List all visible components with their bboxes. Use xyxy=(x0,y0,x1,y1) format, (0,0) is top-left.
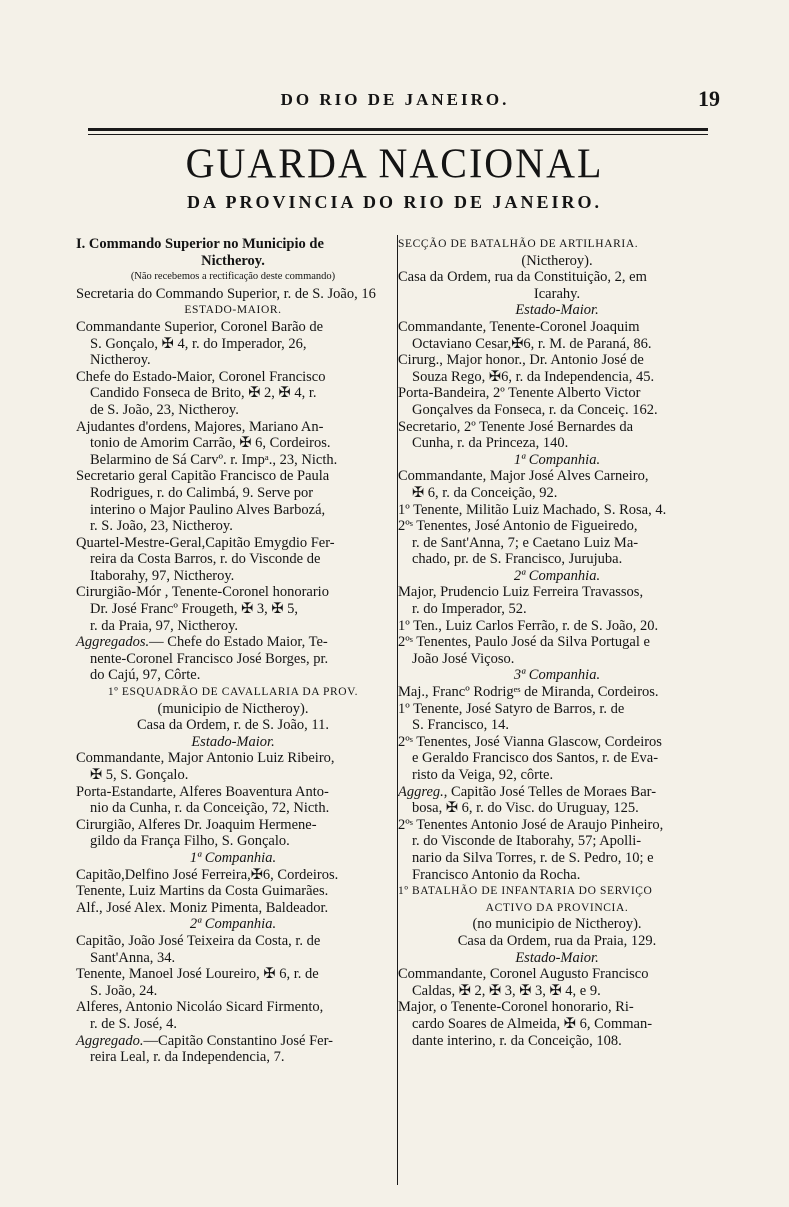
text-line: 1ª Companhia. xyxy=(513,451,601,468)
text-line: reira Leal, r. da Independencia, 7. xyxy=(90,1049,285,1066)
text-line: S. Francisco, 14. xyxy=(412,717,510,734)
text-line: Caldas, ✠ 2, ✠ 3, ✠ 3, ✠ 4, e 9. xyxy=(412,982,601,999)
text-line: 1º Tenente, José Satyro de Barros, r. de xyxy=(398,700,625,717)
text-line: João José Viçoso. xyxy=(412,650,515,667)
header-rule xyxy=(88,128,708,131)
text-line: 1º ESQUADRÃO DE CAVALLARIA DA PROV. xyxy=(107,686,359,699)
text-line: Commandante, Major José Alves Carneiro, xyxy=(398,468,649,485)
text-line: de S. João, 23, Nictheroy. xyxy=(90,401,239,418)
text-line: Octaviano Cesar,✠6, r. M. de Paraná, 86. xyxy=(412,335,652,352)
text-line: Aggregados.— Chefe do Estado Maior, Te- xyxy=(76,634,328,651)
text-line: Nictheroy. xyxy=(201,252,265,269)
text-line: r. da Praia, 97, Nictheroy. xyxy=(90,617,239,634)
text-line: Major, o Tenente-Coronel honorario, Ri- xyxy=(398,999,634,1016)
text-line: Commandante Superior, Coronel Barão de xyxy=(76,318,324,335)
text-line: 2ºˢ Tenentes, José Antonio de Figueiredo, xyxy=(398,518,638,535)
text-line: Casa da Ordem, rua da Constituição, 2, em xyxy=(398,269,647,286)
text-line: ACTIVO DA PROVINCIA. xyxy=(485,901,629,914)
text-line: Francisco Antonio da Rocha. xyxy=(412,866,581,883)
page-header xyxy=(70,86,720,118)
text-line: Commandante, Major Antonio Luiz Ribeiro, xyxy=(76,750,335,767)
text-line: S. João, 24. xyxy=(90,982,158,999)
text-line: Sant'Anna, 34. xyxy=(90,949,176,966)
text-line: Casa da Ordem, rua da Praia, 129. xyxy=(457,932,657,949)
text-line: nario da Silva Torres, r. de S. Pedro, 10; e xyxy=(412,849,654,866)
text-line: Alferes, Antonio Nicoláo Sicard Firmento, xyxy=(76,999,324,1016)
text-line: 3ª Companhia. xyxy=(513,667,601,684)
text-line: 2ºˢ Tenentes Antonio José de Araujo Pinheiro, xyxy=(398,816,664,833)
text-line: Capitão,Delfino José Ferreira,✠6, Cordeiros. xyxy=(76,866,339,883)
text-line: Nictheroy. xyxy=(90,352,151,369)
text-line: (Nictheroy). xyxy=(521,252,593,269)
text-line: dante interino, r. da Conceição, 108. xyxy=(412,1032,622,1049)
text-line: nio da Cunha, r. da Conceição, 72, Nicth. xyxy=(90,800,330,817)
text-line: (no municipio de Nictheroy). xyxy=(472,916,642,933)
running-head: DO RIO DE JANEIRO. xyxy=(280,90,510,109)
left-column xyxy=(76,236,390,1066)
text-line: 2ºˢ Tenentes, Paulo José da Silva Portugal e xyxy=(398,634,650,651)
right-column xyxy=(398,236,716,1049)
text-line: Cirurg., Major honor., Dr. Antonio José de xyxy=(398,352,644,369)
text-line: Cirurgião-Mór , Tenente-Coronel honorario xyxy=(76,584,329,601)
text-line: Icarahy. xyxy=(533,285,581,302)
text-line: Itaborahy, 97, Nictheroy. xyxy=(90,567,235,584)
text-line: Secretario, 2º Tenente José Bernardes da xyxy=(398,418,634,435)
text-line: 1º Ten., Luiz Carlos Ferrão, r. de S. João, 20. xyxy=(398,617,659,634)
text-line: Rodrigues, r. do Calimbá, 9. Serve por xyxy=(90,484,314,501)
text-line: 1ª Companhia. xyxy=(189,849,277,866)
text-line: Porta-Estandarte, Alferes Boaventura Anto- xyxy=(76,783,329,800)
text-line: Secretaria do Commando Superior, r. de S. João, 16 xyxy=(76,285,376,302)
text-line: Chefe do Estado-Maior, Coronel Francisco xyxy=(76,368,326,385)
text-line: I. Commando Superior no Municipio de xyxy=(76,236,324,252)
text-line: r. do Visconde de Itaborahy, 57; Apolli- xyxy=(412,833,642,850)
text-line: 2ºˢ Tenentes, José Vianna Glascow, Cordeiros xyxy=(398,733,662,750)
text-line: Aggreg., Capitão José Telles de Moraes Bar- xyxy=(398,783,657,800)
text-line: reira da Costa Barros, r. do Visconde de xyxy=(90,551,321,568)
text-line: 1º BATALHÃO DE INFANTARIA DO SERVIÇO xyxy=(398,885,653,898)
text-line: Commandante, Coronel Augusto Francisco xyxy=(398,966,649,983)
page-title: GUARDA NACIONAL xyxy=(185,139,604,188)
text-line: SECÇÃO DE BATALHÃO DE ARTILHARIA. xyxy=(398,238,639,250)
text-line: bosa, ✠ 6, r. do Visc. do Uruguay, 125. xyxy=(412,800,639,817)
text-line: nente-Coronel Francisco José Borges, pr. xyxy=(90,650,329,667)
text-line: Estado-Maior. xyxy=(515,949,599,966)
text-line: Estado-Maior. xyxy=(515,302,599,319)
text-line: Cirurgião, Alferes Dr. Joaquim Hermene- xyxy=(76,816,317,833)
text-line: r. de Sant'Anna, 7; e Caetano Luiz Ma- xyxy=(412,534,639,551)
text-line: Capitão, João José Teixeira da Costa, r. de xyxy=(76,932,321,949)
page-subtitle: DA PROVINCIA DO RIO DE JANEIRO. xyxy=(186,192,603,212)
text-line: Maj., Francº Rodrigᵉˢ de Miranda, Cordeiros. xyxy=(398,684,659,701)
header-rule-thin xyxy=(88,134,708,135)
text-line: e Geraldo Francisco dos Santos, r. de Eva- xyxy=(412,750,659,767)
text-line: Alf., José Alex. Moniz Pimenta, Baldeador. xyxy=(76,899,329,916)
text-line: Gonçalves da Fonseca, r. da Conceiç. 162. xyxy=(412,401,658,418)
text-line: ✠ 6, r. da Conceição, 92. xyxy=(412,484,558,501)
text-line: Porta-Bandeira, 2º Tenente Alberto Victor xyxy=(398,385,641,402)
text-line: Estado-Maior. xyxy=(191,733,275,750)
text-line: Casa da Ordem, r. de S. João, 11. xyxy=(137,717,329,734)
text-line: cardo Soares de Almeida, ✠ 6, Comman- xyxy=(412,1015,653,1032)
text-line: Tenente, Manoel José Loureiro, ✠ 6, r. de xyxy=(76,966,319,983)
text-line: interino o Major Paulino Alves Barbozá, xyxy=(90,501,326,518)
text-line: do Cajú, 97, Côrte. xyxy=(90,667,201,684)
text-line: Candido Fonseca de Brito, ✠ 2, ✠ 4, r. xyxy=(90,385,317,402)
text-line: S. Gonçalo, ✠ 4, r. do Imperador, 26, xyxy=(90,335,307,352)
text-line: (Não recebemos a rectificação deste commando) xyxy=(130,271,336,283)
text-line: Cunha, r. da Princeza, 140. xyxy=(412,435,569,452)
text-line: Ajudantes d'ordens, Majores, Mariano An- xyxy=(76,418,324,435)
text-line: Tenente, Luiz Martins da Costa Guimarães. xyxy=(76,883,329,900)
text-line: Quartel-Mestre-Geral,Capitão Emygdio Fer- xyxy=(76,534,335,551)
text-line: r. de S. José, 4. xyxy=(90,1015,177,1032)
text-line: Secretario geral Capitão Francisco de Paula xyxy=(76,468,330,485)
text-line: (municipio de Nictheroy). xyxy=(157,700,309,717)
text-line: Belarmino de Sá Carvº. r. Impᵃ., 23, Nicth. xyxy=(90,451,338,468)
text-line: risto da Veiga, 92, côrte. xyxy=(412,767,554,783)
text-line: chado, pr. de S. Francisco, Jurujuba. xyxy=(412,551,623,568)
text-line: gildo da França Filho, S. Gonçalo. xyxy=(90,833,290,850)
text-line: Dr. José Francº Frougeth, ✠ 3, ✠ 5, xyxy=(90,601,299,618)
page-number: 19 xyxy=(698,86,720,111)
text-line: ESTADO-MAIOR. xyxy=(184,304,282,317)
text-line: r. do Imperador, 52. xyxy=(412,601,527,618)
text-line: r. S. João, 23, Nictheroy. xyxy=(90,518,233,535)
text-line: 2ª Companhia. xyxy=(513,567,601,584)
text-line: ✠ 5, S. Gonçalo. xyxy=(90,767,189,783)
text-line: tonio de Amorim Carrão, ✠ 6, Cordeiros. xyxy=(90,435,331,452)
text-line: 2ª Companhia. xyxy=(189,916,277,933)
text-line: Souza Rego, ✠6, r. da Independencia, 45. xyxy=(412,368,655,385)
text-line: 1º Tenente, Militão Luiz Machado, S. Rosa, 4. xyxy=(398,501,667,518)
text-line: Major, Prudencio Luiz Ferreira Travassos, xyxy=(398,584,644,601)
text-line: Aggregado.—Capitão Constantino José Fer- xyxy=(76,1032,333,1049)
text-line: Commandante, Tenente-Coronel Joaquim xyxy=(398,318,640,335)
